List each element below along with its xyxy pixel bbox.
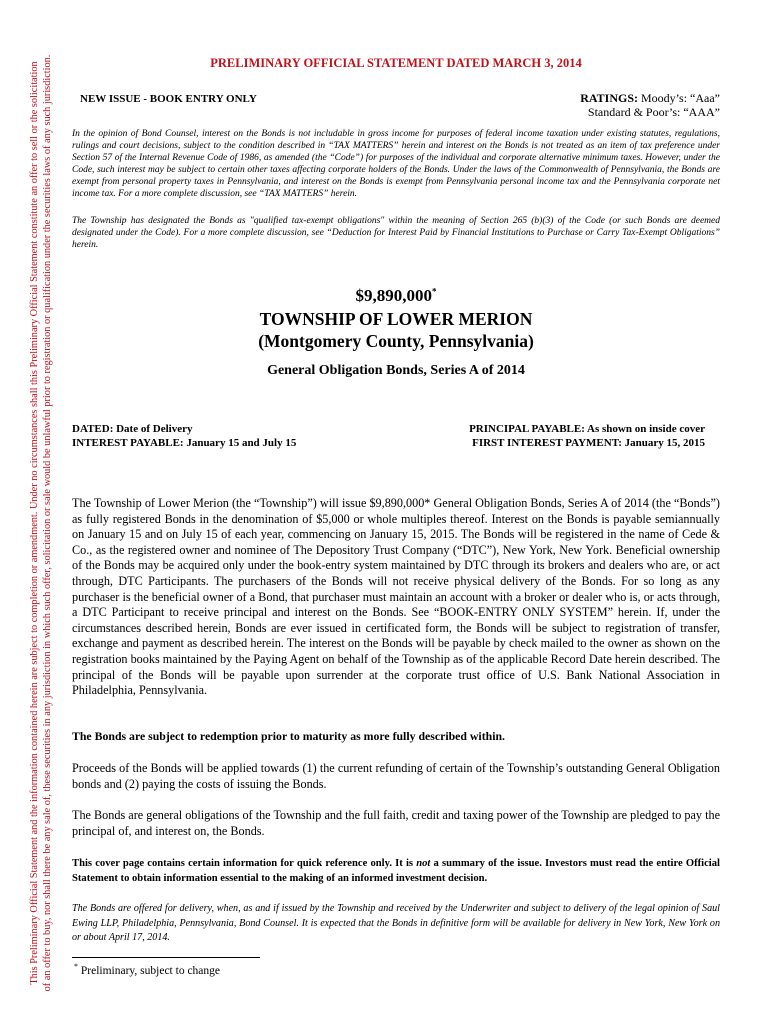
quickref-part-a: This cover page contains certain information for quick reference only. It is: [72, 858, 417, 869]
moodys-rating: Moody’s: “Aaa”: [641, 91, 720, 105]
footnote: [74, 962, 220, 977]
issuer-name: TOWNSHIP OF LOWER MERION: [259, 309, 533, 329]
interest-payable-term: INTEREST PAYABLE: January 15 and July 15: [72, 437, 297, 449]
principal-payable-term: PRINCIPAL PAYABLE: As shown on inside cover: [469, 423, 705, 435]
sp-rating: Standard & Poor’s: “AAA”: [587, 105, 720, 119]
footnote-mark: *: [74, 962, 78, 971]
proceeds-paragraph: Proceeds of the Bonds will be applied towards (1) the current refunding of certain of the Township’s outstanding General Obligation bonds and (2) paying the costs of issuing the Bonds.: [72, 761, 720, 791]
amount-value: $9,890,000: [355, 286, 432, 305]
designation-paragraph: The Township has designated the Bonds as "qualified tax-exempt obligations" within the meaning of Section 265 (b)(3) of the Code (or such Bonds are deemed designated under the Code). For a more complete discussion, see “Deduction for Interest Paid by Financial Institutions to Purchase or Carry Tax-Exempt Obligations” herein.: [72, 216, 720, 250]
issue-amount: [72, 286, 720, 306]
footnote-text: Preliminary, subject to change: [78, 964, 221, 977]
quick-reference-notice: [72, 856, 720, 886]
amount-footnote-mark: *: [432, 286, 437, 297]
new-issue-label: NEW ISSUE - BOOK ENTRY ONLY: [80, 93, 257, 105]
bond-series: General Obligation Bonds, Series A of 2014: [267, 363, 525, 378]
terms-right: [469, 422, 705, 450]
quickref-emphasis: not: [416, 858, 431, 869]
issuer-county: (Montgomery County, Pennsylvania): [258, 331, 534, 351]
dated-term: DATED: Date of Delivery: [72, 423, 193, 435]
obligation-paragraph: The Bonds are general obligations of the Township and the full faith, credit and taxing power of the Township are pledged to pay the principal of, and interest on, the Bonds.: [72, 808, 720, 838]
footnote-rule: [72, 957, 260, 958]
issue-description-paragraph: The Township of Lower Merion (the “Township”) will issue $9,890,000* General Obligation Bonds, Series A of 2014 (the “Bonds”) as fully registered Bonds in the denomination of $5,000 or whole multiples thereof. Interest on the Bonds is payable semiannually on January 15 and on July 15 of each year, commencing on January 15, 2015. The Bonds will be registered in the name of Cede & Co., as the registered owner and nominee of The Depository Trust Company (“DTC”), New York, New York. Beneficial ownership of the Bonds may be acquired only under the book-entry system maintained by DTC through its brokers and dealers who are, or act through, DTC Participants. The purchasers of the Bonds will not receive physical delivery of the Bonds. For so long as any purchaser is the beneficial owner of a Bond, that purchaser must maintain an account with a broker or dealer who is, or acts through, a DTC Participant to receive principal and interest on the Bonds. See “BOOK-ENTRY ONLY SYSTEM” herein. If, under the circumstances described herein, Bonds are ever issued in certificated form, the Bonds will be subject to registration of transfer, exchange and payment as described herein. The interest on the Bonds will be payable by check mailed to the owner as shown on the registration books maintained by the Paying Agent on behalf of the Township as of the applicable Record Date herein described. The principal of the Bonds will be payable upon surrender at the corporate trust office of U.S. Bank National Association in Philadelphia, Pennsylvania.: [72, 496, 720, 698]
first-interest-term: FIRST INTEREST PAYMENT: January 15, 2015: [472, 437, 705, 449]
issuer-block: [72, 308, 720, 352]
bond-counsel-opinion: In the opinion of Bond Counsel, interest on the Bonds is not includable in gross income for purposes of federal income taxation under existing statutes, regulations, rulings and court decisions, subject to the condition described in “TAX MATTERS” herein and interest on the Bonds is not treated as an item of tax preference under Section 57 of the Internal Revenue Code of 1986, as amended (the “Code”) for purposes of the individual and corporate alternative minimum taxes. However, under the Code, such interest may be subject to certain other taxes affecting corporate holders of the Bonds. Under the laws of the Commonwealth of Pennsylvania, the Bonds are exempt from personal property taxes in Pennsylvania, and interest on the Bonds is exempt from Pennsylvania personal income tax and the Pennsylvania corporate net income tax. For a more complete discussion, see “TAX MATTERS” herein.: [72, 129, 720, 199]
delivery-paragraph: The Bonds are offered for delivery, when, as and if issued by the Township and received by the Underwriter and subject to delivery of the legal opinion of Saul Ewing LLP, Philadelphia, Pennsylvania, Bond Counsel. It is expected that the Bonds in definitive form will be available for delivery in New York, New York on or about April 17, 2014.: [72, 903, 720, 943]
terms-left: [72, 422, 296, 450]
side-disclaimer-line-2: of an offer to buy, nor shall there be any sale of, these securities in any jurisdiction in which such offer, solicitation or sale would be unlawful prior to registration or qualification under the securities laws of any such jurisdiction.: [42, 54, 53, 992]
redemption-notice: The Bonds are subject to redemption prior to maturity as more fully described within.: [72, 729, 505, 743]
ratings-label: RATINGS:: [580, 91, 639, 105]
ratings-block: [580, 91, 720, 119]
quickref-part-b: a summary of the issue. Investors must read the entire Official Statement to obtain information essential to the making of an informed investment decision.: [72, 858, 720, 884]
preliminary-heading: PRELIMINARY OFFICIAL STATEMENT DATED MARCH 3, 2014: [210, 56, 582, 70]
side-disclaimer-line-1: This Preliminary Official Statement and the information contained herein are subject to completion or amendment. Under no circumstances shall this Preliminary Official Statement constitute an offer to sell or the solicitation: [29, 61, 40, 985]
